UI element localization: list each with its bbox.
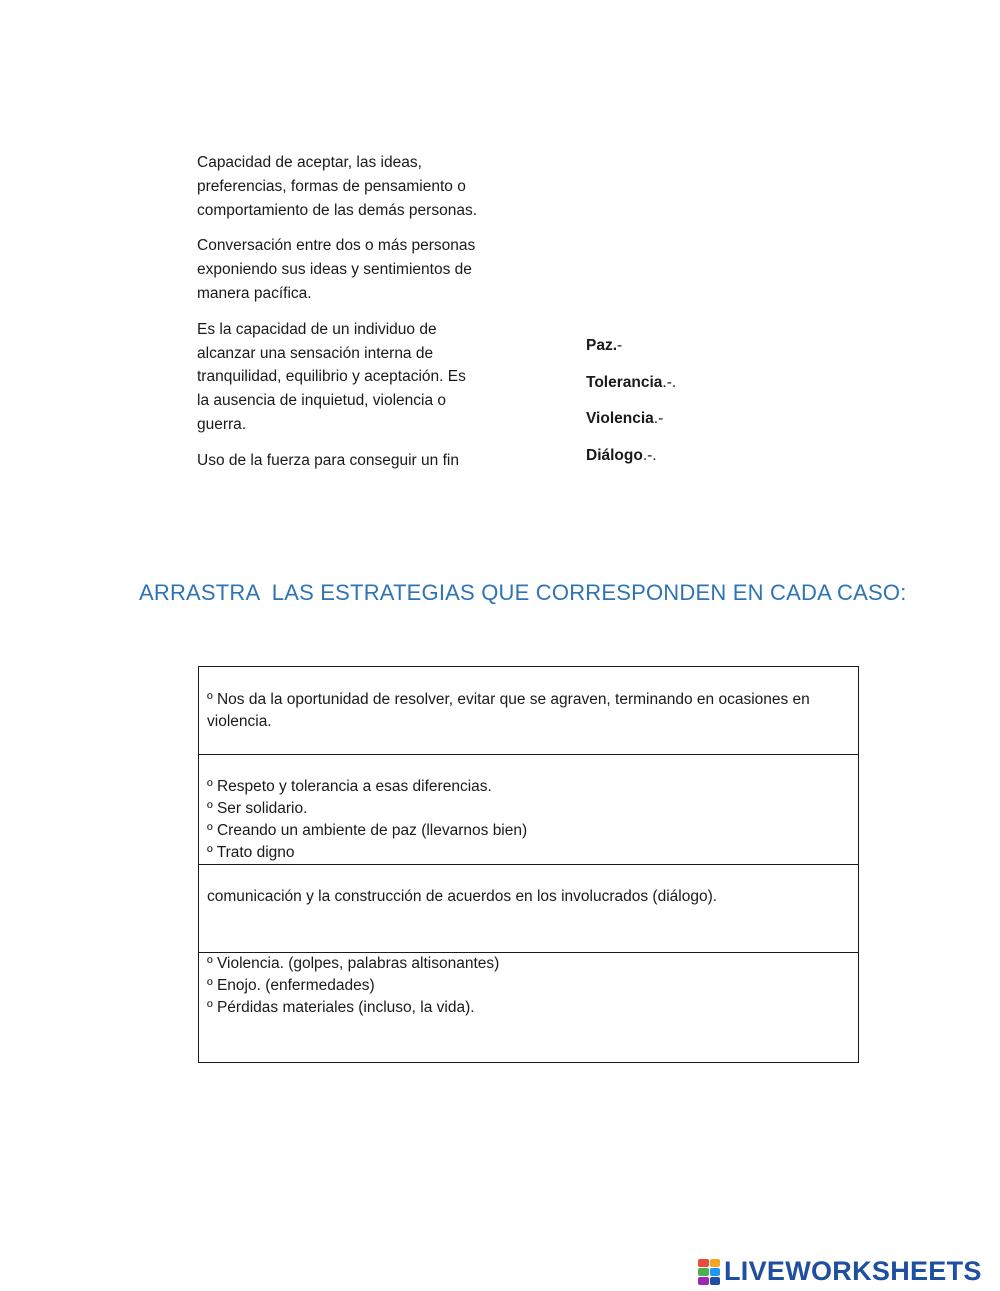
term-word: Paz. <box>586 337 618 354</box>
table-row <box>199 865 859 953</box>
term-suffix: .- <box>653 410 664 428</box>
strategy-line: º Enojo. (enfermedades) <box>207 977 375 994</box>
term-word: Tolerancia <box>586 373 663 391</box>
term-tolerancia[interactable] <box>586 371 676 395</box>
definition-paz: Es la capacidad de un individuo de alcanzar una sensación interna de tranquilidad, equilibrio y aceptación. Es la ausencia de inquietud, violencia o guerra. <box>197 320 466 433</box>
logo-block <box>710 1268 721 1276</box>
strategy-line: º Violencia. (golpes, palabras altisonantes) <box>207 955 500 972</box>
terms-column <box>586 334 676 480</box>
liveworksheets-brand <box>698 1256 982 1287</box>
definitions-column <box>197 151 477 485</box>
strategy-table <box>198 666 859 1063</box>
logo-block <box>698 1277 709 1285</box>
logo-block <box>710 1259 721 1267</box>
logo-block <box>698 1259 709 1267</box>
strategy-line: º Ser solidario. <box>207 800 308 817</box>
definition-tolerancia: Capacidad de aceptar, las ideas, preferencias, formas de pensamiento o comportamiento de las demás personas. <box>197 154 478 219</box>
term-dialogo[interactable] <box>586 444 676 468</box>
strategy-cell-3[interactable] <box>199 865 859 953</box>
definition-violencia: Uso de la fuerza para conseguir un fin <box>197 451 459 469</box>
strategy-cell-4[interactable] <box>199 953 859 1063</box>
strategy-line: º Respeto y tolerancia a esas diferencias. <box>207 778 492 795</box>
term-suffix: - <box>617 337 623 354</box>
table-row <box>199 953 859 1063</box>
strategy-cell-1[interactable] <box>199 667 859 755</box>
logo-block <box>698 1268 709 1276</box>
instruction-heading: ARRASTRA LAS ESTRATEGIAS QUE CORRESPONDEN EN CADA CASO: <box>139 580 907 605</box>
definition-dialogo: Conversación entre dos o más personas exponiendo sus ideas y sentimientos de manera pacífica. <box>197 237 476 302</box>
term-suffix: .-. <box>642 446 657 464</box>
term-word: Diálogo <box>586 446 643 464</box>
table-row <box>199 755 859 865</box>
liveworksheets-logo-icon <box>698 1259 720 1285</box>
strategy-line: º Pérdidas materiales (incluso, la vida). <box>207 999 475 1016</box>
strategy-line: º Trato digno <box>207 844 295 861</box>
term-violencia[interactable] <box>586 407 676 431</box>
brand-name: LIVEWORKSHEETS <box>724 1256 982 1286</box>
strategy-line: comunicación y la construcción de acuerdos en los involucrados (diálogo). <box>207 888 718 905</box>
term-word: Violencia <box>586 410 654 428</box>
strategy-line: º Creando un ambiente de paz (llevarnos bien) <box>207 822 528 839</box>
term-paz[interactable] <box>586 334 676 358</box>
strategy-line: º Nos da la oportunidad de resolver, evitar que se agraven, terminando en ocasiones en violencia. <box>207 691 810 730</box>
strategy-cell-2[interactable] <box>199 755 859 865</box>
term-suffix: .-. <box>662 373 677 391</box>
table-row <box>199 667 859 755</box>
logo-block <box>710 1277 721 1285</box>
